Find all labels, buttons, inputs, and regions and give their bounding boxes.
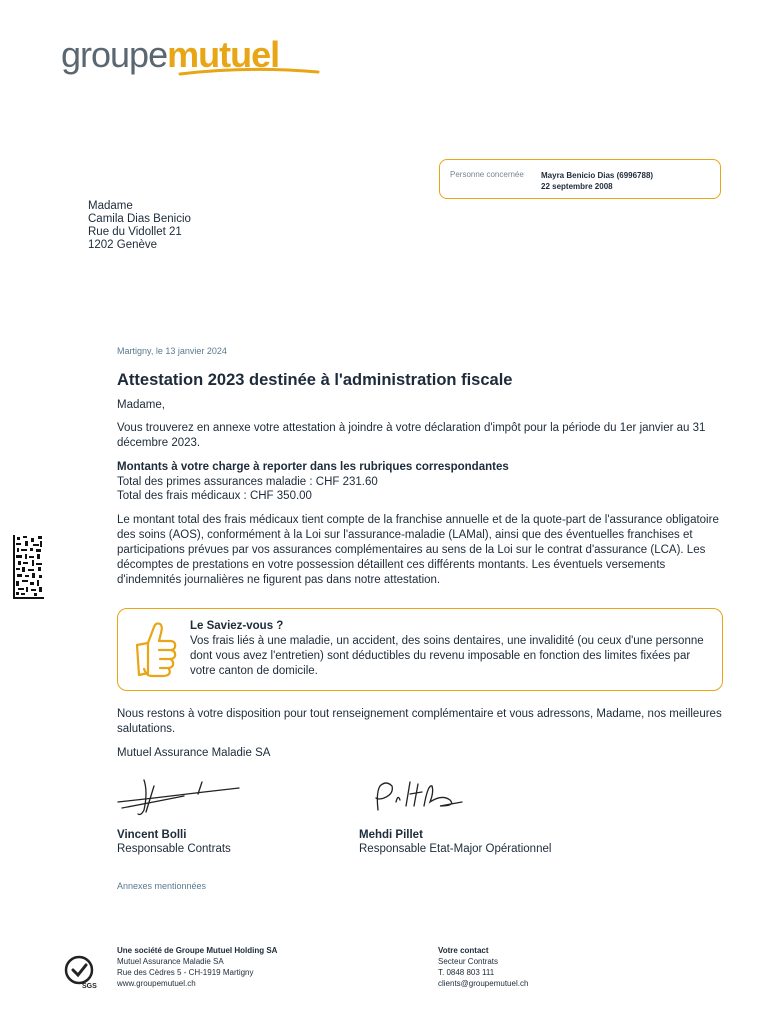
footer-left-line: Mutuel Assurance Maladie SA — [117, 957, 224, 966]
footer-contact-info — [438, 945, 528, 989]
amount-premiums: Total des primes assurances maladie : CHF 231.60 — [117, 476, 378, 488]
annexes-note: Annexes mentionnées — [117, 881, 207, 891]
letter-date: Martigny, le 13 janvier 2024 — [117, 346, 227, 356]
thumbs-up-icon — [134, 619, 180, 679]
datamatrix-code — [13, 535, 44, 599]
footer-left-line: Rue des Cèdres 5 - CH-1919 Martigny — [117, 968, 254, 977]
company-name: Mutuel Assurance Maladie SA — [117, 747, 271, 759]
footer-company-info — [117, 945, 277, 989]
person-label: Personne concernée — [450, 170, 524, 179]
sgs-mark-text: SGS — [82, 983, 97, 989]
signatory-role: Responsable Etat-Major Opérationnel — [359, 843, 552, 855]
footer-left-heading: Une société de Groupe Mutuel Holding SA — [117, 946, 278, 955]
signatory-name: Vincent Bolli — [117, 829, 187, 841]
person-details — [541, 170, 653, 192]
sgs-certification-icon — [62, 955, 98, 989]
recipient-street: Rue du Vidollet 21 — [88, 226, 182, 238]
recipient-address — [88, 200, 191, 252]
person-concerned-box — [439, 159, 721, 199]
logo-text-groupe: groupe — [61, 34, 168, 75]
letter-closing: Nous restons à votre disposition pour tout renseignement complémentaire et vous adressons, Madame, nos meilleures salutations. — [117, 708, 722, 735]
letter-intro: Vous trouverez en annexe votre attestation à joindre à votre déclaration d'impôt pour la période du 1er janvier au 31 décembre 2023. — [117, 422, 706, 449]
signature-mehdi-pillet — [370, 772, 470, 818]
footer-phone: T. 0848 803 111 — [438, 968, 495, 977]
footer-right-line: Secteur Contrats — [438, 957, 499, 966]
letter-greeting: Madame, — [117, 399, 165, 411]
signatory-role: Responsable Contrats — [117, 843, 231, 855]
amount-medical: Total des frais médicaux : CHF 350.00 — [117, 490, 312, 502]
footer-website-link[interactable]: www.groupemutuel.ch — [117, 979, 196, 988]
logo-swoosh — [178, 62, 320, 78]
letter-explanation: Le montant total des frais médicaux tient compte de la franchise annuelle et de la quote-part de l'assurance obligatoire des soins (AOS), conformément à la Loi sur l'assurance-maladie (LAMal), ainsi que des éventuelles franchises et participations prévues par vos assurances complémentaires au sens de la Loi sur le contrat d'assurance (LCA). Les décomptes de prestations en votre possession détaillent ces différents montants. Les éventuels versements d'indemnités journalières ne figurent pas dans notre attestation. — [117, 514, 719, 586]
person-name: Mayra Benicio Dias (6996788) — [541, 171, 654, 180]
logo-text-mutuel: mutuel — [167, 34, 280, 75]
footer-right-heading: Votre contact — [438, 946, 489, 955]
recipient-salutation: Madame — [88, 200, 133, 212]
person-birthdate: 22 septembre 2008 — [541, 182, 613, 191]
letter-title: Attestation 2023 destinée à l'administration fiscale — [117, 371, 513, 389]
signature-vincent-bolli — [114, 772, 244, 818]
tip-text: Vos frais liés à une maladie, un accident, des soins dentaires, une invalidité (ou ceux d'une personne dont vous avez l'entretien) sont déductibles du revenu imposable en fonction des limites fixées par votre canton de domicile. — [190, 635, 704, 677]
footer-email-link[interactable]: clients@groupemutuel.ch — [438, 979, 529, 988]
amounts-heading: Montants à votre charge à reporter dans les rubriques correspondantes — [117, 461, 509, 473]
recipient-city: 1202 Genève — [88, 239, 158, 251]
tip-title: Le Saviez-vous ? — [190, 620, 284, 632]
signatory-name: Mehdi Pillet — [359, 829, 423, 841]
recipient-name: Camila Dias Benicio — [88, 213, 191, 225]
tip-box — [117, 608, 723, 691]
